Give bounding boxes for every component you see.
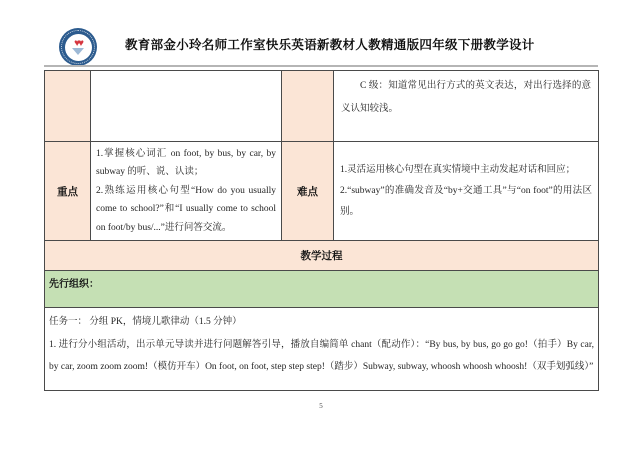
empty-content-cell-left (91, 71, 282, 142)
difficult-point-item: 2.“subway”的准确发音及“by+交通工具”与“on foot”的用法区别。 (340, 185, 592, 217)
key-points-content (91, 142, 282, 241)
task-one-step: 1. 进行分小组活动，出示单元导读并进行问题解答引导，播放自编简单 chant（配动作）：“By bus, by bus, go go go!（拍手）By car, by car, zoom zoom zoom!（模仿开车）On foot, on foot, step step step!（踏步）Subway, subway, whoosh whoosh whoosh!（双手划弧线）” (49, 340, 594, 372)
logo-ring-text (61, 30, 95, 64)
difficult-points-label: 难点 (282, 142, 334, 241)
empty-label-cell-right (282, 71, 334, 142)
page-number: 5 (319, 402, 323, 410)
key-point-item: 1.掌握核心词汇 on foot, by bus, by car, by subway 的听、说、认读； (96, 148, 276, 178)
c-level-cell (334, 71, 599, 142)
workstation-logo (59, 28, 97, 66)
hearts-icon: ♥♥ (74, 38, 82, 49)
key-point-item: 2.熟练运用核心句型“How do you usually come to school?”和“I usually come to school on foot/by bus/...”进行问答交流。 (96, 185, 276, 233)
lesson-plan-table (44, 70, 599, 391)
task-one-cell (45, 308, 599, 391)
level-analysis-row (45, 71, 599, 142)
advance-organizer-row (45, 271, 599, 308)
task-one-title: 任务一： 分组 PK，情境儿歌律动（1.5 分钟） (49, 317, 242, 327)
document-title: 教育部金小玲名师工作室快乐英语新教材人教精通版四年级下册教学设计 (125, 38, 535, 52)
header-divider (44, 65, 598, 67)
teaching-process-row (45, 241, 599, 271)
empty-label-cell-left (45, 71, 91, 142)
teaching-process-header: 教学过程 (45, 241, 599, 271)
key-difficult-points-row (45, 142, 599, 241)
difficult-point-item: 1.灵活运用核心句型在真实情境中主动发起对话和回应； (340, 164, 576, 175)
difficult-points-content (334, 142, 599, 241)
task-one-row (45, 308, 599, 391)
c-level-text: C 级：知道常见出行方式的英文表达，对出行选择的意义认知较浅。 (341, 81, 591, 114)
advance-organizer-label: 先行组织： (45, 271, 599, 308)
key-points-label: 重点 (45, 142, 91, 241)
